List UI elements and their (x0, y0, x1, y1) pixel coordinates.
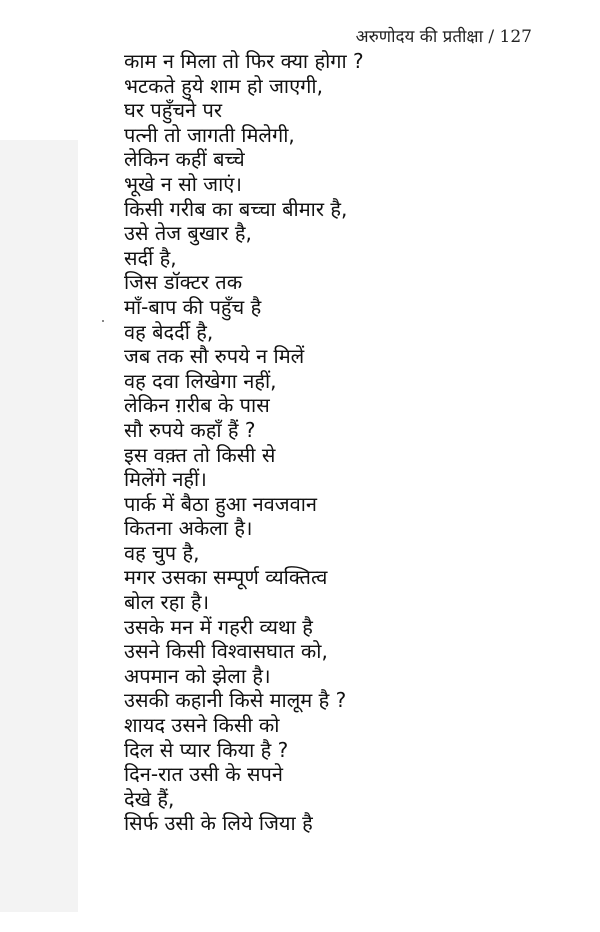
poem-line: काम न मिला तो फिर क्या होगा ? (124, 49, 364, 73)
running-header (356, 24, 532, 47)
poem-line: मगर उसका सम्पूर्ण व्यक्तित्व (124, 565, 328, 590)
page-margin-shadow (0, 140, 78, 912)
poem-line: लेकिन ग़रीब के पास (124, 393, 270, 418)
poem-line: वह दवा लिखेगा नहीं, (124, 368, 277, 393)
header-separator: / (488, 27, 495, 47)
poem-line: उसके मन में गहरी व्यथा है (124, 614, 313, 639)
poem-line: दिन-रात उसी के सपने (124, 762, 283, 787)
poem-line: पत्नी तो जागती मिलेगी, (124, 122, 295, 147)
poem-line: दिल से प्यार किया है ? (124, 737, 289, 762)
poem-line: भूखे न सो जाएं। (124, 171, 242, 196)
poem-line: सौ रुपये कहाँ हैं ? (124, 417, 256, 442)
poem-line: पार्क में बैठा हुआ नवजवान (124, 491, 318, 516)
poem-line: सिर्फ उसी के लिये जिया है (124, 811, 313, 836)
poem-line: जब तक सौ रुपये न मिलें (124, 344, 305, 369)
poem-line: उसे तेज बुखार है, (124, 221, 252, 246)
poem-line: इस वक़्त तो किसी से (124, 442, 276, 467)
poem-line: देखे हैं, (124, 786, 175, 811)
poem-line: मिलेंगे नहीं। (124, 467, 207, 492)
poem-line: वह बेदर्दी है, (124, 319, 214, 344)
poem-line: उसने किसी विश्वासघात को, (124, 639, 328, 664)
poem-line: शायद उसने किसी को (124, 713, 280, 738)
poem-line: बोल रहा है। (124, 590, 210, 615)
poem-text (124, 49, 364, 836)
poem-line: लेकिन कहीं बच्चे (124, 147, 245, 172)
page-number: 127 (499, 27, 532, 47)
poem-line: उसकी कहानी किसे मालूम है ? (124, 688, 347, 713)
poem-line: वह चुप है, (124, 540, 200, 565)
poem-line: सर्दी है, (124, 245, 177, 270)
poem-line: भटकते हुये शाम हो जाएगी, (124, 73, 323, 98)
poem-line: किसी गरीब का बच्चा बीमार है, (124, 196, 348, 221)
speck (102, 320, 104, 322)
poem-line: माँ-बाप की पहुँच है (124, 294, 262, 319)
poem-line: घर पहुँचने पर (124, 98, 223, 123)
poem-line: जिस डॉक्टर तक (124, 270, 243, 295)
poem-line: कितना अकेला है। (124, 516, 253, 541)
book-title: अरुणोदय की प्रतीक्षा (355, 27, 483, 47)
poem-line: अपमान को झेला है। (124, 663, 271, 688)
